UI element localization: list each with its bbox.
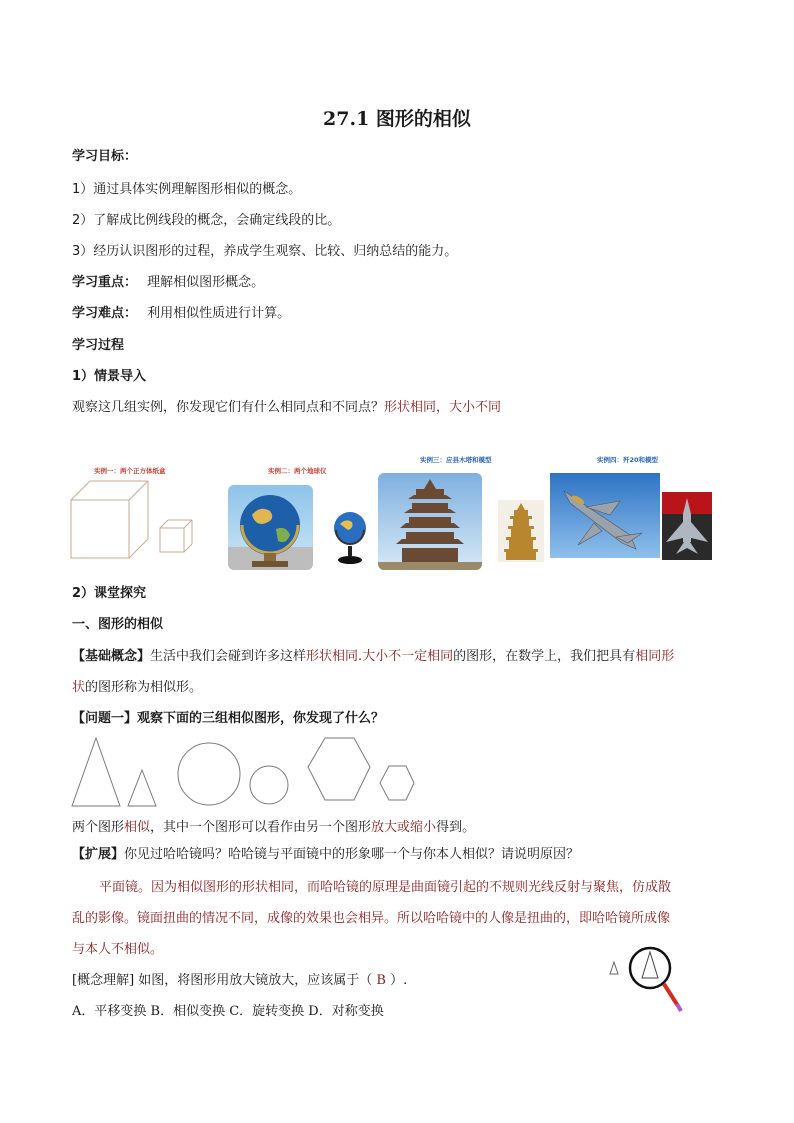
intro-heading: 1）情景导入 [72, 369, 147, 384]
intro-question-text: 观察这几组实例，你发现它们有什么相同点和不同点？ [72, 400, 385, 415]
difficulty-label: 学习难点： [72, 306, 138, 321]
extension-text: 你见过哈哈镜吗？哈哈镜与平面镜中的形象哪一个与你本人相似？请说明原因？ [124, 847, 580, 862]
q1-answer-c: 得到。 [436, 820, 476, 835]
q1-answer-red2: 放大或缩小 [371, 820, 437, 835]
difficulty [72, 302, 290, 321]
small-circle-shape [250, 766, 288, 804]
concept-text-red: 形状相同.大小不一定相同 [306, 649, 454, 664]
extension-answer-line-1: 平面镜。因为相似图形的形状相同，而哈哈镜的原理是曲面镜引起的不规则光线反射与聚焦，仿成散 [99, 880, 672, 895]
example-caption-1: 实例一：两个正方体纸盒 [94, 467, 166, 475]
magnifier-handle [664, 984, 678, 1006]
goal-item-2: 2）了解成比例线段的概念，会确定线段的比。 [72, 213, 341, 228]
understanding-answer: B [372, 973, 391, 988]
question-one-answer [72, 816, 475, 835]
intro-answer-a: 形状相同 [384, 400, 437, 415]
small-hexagon-shape [380, 766, 414, 800]
goal-item-3: 3）经历认识图形的过程，养成学生观察、比较、归纳总结的能力。 [72, 244, 458, 259]
concept-label: 【基础概念】 [72, 649, 151, 664]
concept-line-1 [72, 645, 674, 664]
goals-heading: 学习目标： [72, 149, 138, 164]
page-title: 27.1 图形的相似 [323, 108, 471, 130]
large-circle-shape [178, 743, 240, 805]
key-point-label: 学习重点： [72, 275, 138, 290]
example-caption-2: 实例二：两个地球仪 [268, 467, 327, 475]
large-triangle-shape [72, 738, 120, 806]
intro-answer-b: 大小不同 [449, 400, 502, 415]
small-globe-image [330, 508, 370, 566]
j20-jet-image [550, 473, 660, 558]
cubes-image [68, 478, 208, 560]
q1-answer-red: 相似 [124, 820, 151, 835]
q1-answer-b: ，其中一个图形可以看作由另一个图形 [150, 820, 372, 835]
magnifier-lens [630, 948, 670, 988]
small-triangle-shape [610, 962, 618, 974]
small-triangle-shape [128, 770, 156, 806]
intro-answer-sep: ， [436, 400, 450, 415]
example-caption-4: 实例四：歼20和模型 [597, 456, 659, 464]
extension-question [72, 843, 579, 862]
key-point [72, 271, 264, 290]
extension-answer-line-2: 乱的影像。镜面扭曲的情况不同，成像的效果也会相异。所以哈哈镜中的人像是扭曲的，即哈哈镜所成像 [72, 911, 671, 926]
concept-text-a: 生活中我们会碰到许多这样 [150, 649, 307, 664]
explore-heading: 2）课堂探究 [72, 586, 147, 601]
key-point-text: 理解相似图形概念。 [147, 275, 265, 290]
concept-line-2 [72, 676, 202, 695]
difficulty-text: 利用相似性质进行计算。 [147, 306, 291, 321]
answer-options: A．平移变换 B．相似变换 C．旋转变换 D．对称变换 [72, 1004, 384, 1019]
section-heading: 一、图形的相似 [72, 617, 164, 632]
magnifier-handle-tip [677, 1004, 681, 1011]
concept-text-b: 的图形，在数学上，我们把具有 [453, 649, 636, 664]
question-one: 【问题一】观察下面的三组相似图形，你发现了什么？ [72, 711, 385, 726]
similar-shapes-figure [68, 734, 418, 810]
concept-text-red2: 相同形 [635, 649, 675, 664]
intro-question [72, 396, 501, 415]
understanding-text-a: [概念理解] 如图，将图形用放大镜放大，应该属于（ [72, 973, 373, 988]
jet-model-image [662, 492, 712, 560]
big-globe-image [228, 485, 313, 570]
q1-answer-a: 两个图形 [72, 820, 125, 835]
concept-text-red3: 状 [72, 680, 86, 695]
extension-label: 【扩展】 [72, 847, 125, 862]
understanding-text-b: ）. [390, 973, 408, 988]
goal-item-1: 1）通过具体实例理解图形相似的概念。 [72, 182, 302, 197]
pagoda-model-image [498, 500, 544, 562]
large-hexagon-shape [308, 738, 370, 800]
concept-understanding [72, 969, 407, 988]
concept-text-c: 的图形称为相似形。 [85, 680, 203, 695]
extension-answer-line-3: 与本人不相似。 [72, 942, 164, 957]
process-heading: 学习过程 [72, 338, 125, 353]
magnifier-figure [604, 944, 694, 1016]
example-caption-3: 实例三：应县木塔和模型 [420, 456, 492, 464]
wooden-pagoda-image [378, 473, 482, 570]
